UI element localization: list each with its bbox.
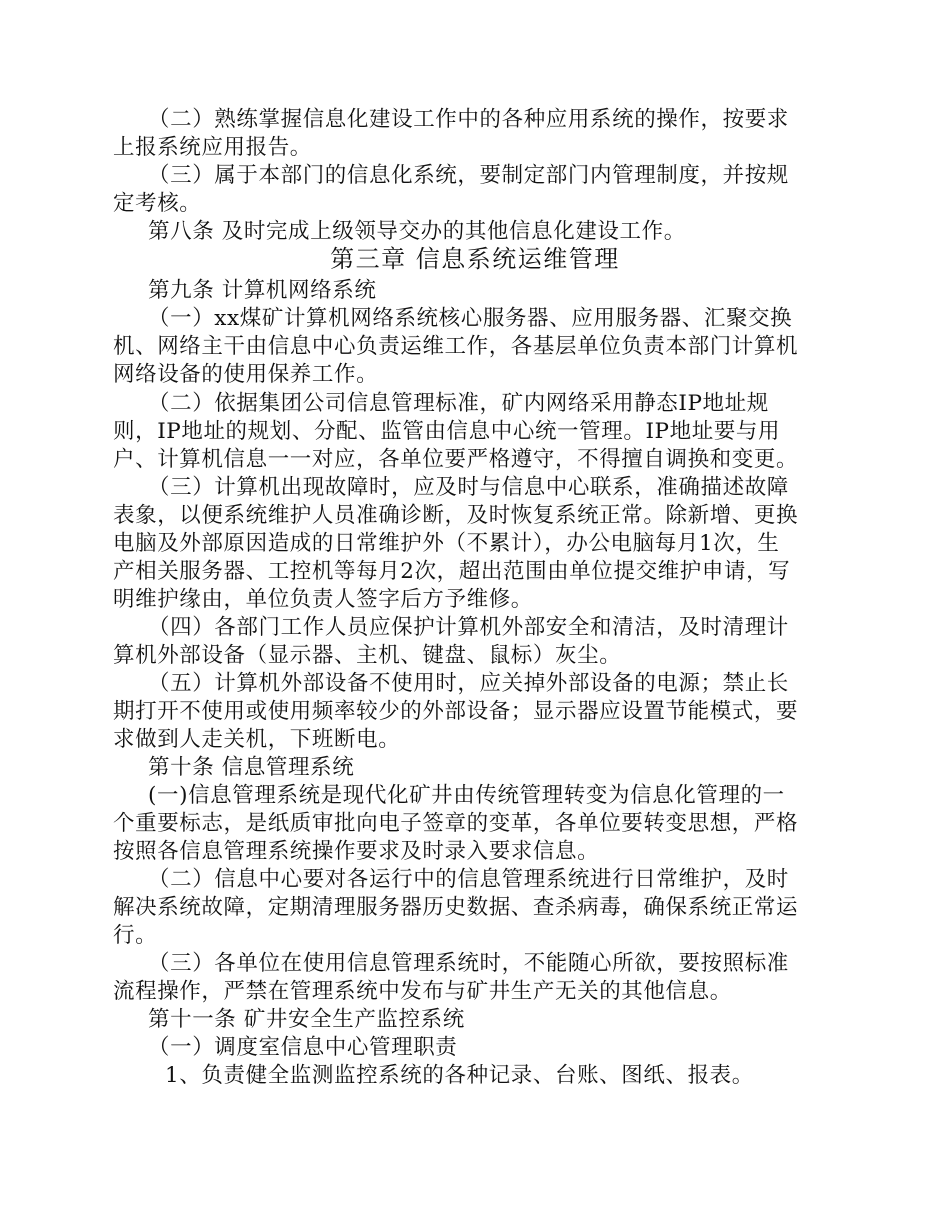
paragraph-line: 上报系统应用报告。: [113, 135, 312, 160]
paragraph-line: 户、计算机信息一一对应，各单位要严格遵守，不得擅自调换和变更。: [113, 447, 799, 472]
paragraph-line: 1、负责健全监测监控系统的各种记录、台账、图纸、报表。: [165, 1063, 754, 1088]
paragraph-line: 网络设备的使用保养工作。: [113, 362, 379, 387]
paragraph-line: 求做到人走关机，下班断电。: [113, 727, 401, 752]
paragraph-line: （一）调度室信息中心管理职责: [148, 1035, 458, 1060]
article-heading: 第十一条 矿井安全生产监控系统: [148, 1007, 465, 1032]
paragraph-line: 则，IP地址的规划、分配、监管由信息中心统一管理。IP地址要与用: [113, 419, 781, 444]
paragraph-line: （二）熟练掌握信息化建设工作中的各种应用系统的操作，按要求: [148, 107, 789, 132]
article-heading: 第十条 信息管理系统: [148, 755, 355, 780]
paragraph-line: （二）信息中心要对各运行中的信息管理系统进行日常维护，及时: [148, 867, 789, 892]
paragraph-line: 定考核。: [113, 191, 202, 216]
paragraph-line: 产相关服务器、工控机等每月2次，超出范围由单位提交维护申请，写: [113, 559, 791, 584]
paragraph-line: 解决系统故障，定期清理服务器历史数据、查杀病毒，确保系统正常运: [113, 895, 799, 920]
paragraph-line: （五）计算机外部设备不使用时，应关掉外部设备的电源；禁止长: [148, 671, 789, 696]
article-heading: 第九条 计算机网络系统: [148, 278, 377, 303]
paragraph-line: 算机外部设备（显示器、主机、键盘、鼠标）灰尘。: [113, 643, 622, 668]
paragraph-line: （三）各单位在使用信息管理系统时，不能随心所欲，要按照标准: [148, 951, 789, 976]
paragraph-line: 行。: [113, 923, 158, 948]
paragraph-line: 明维护缘由，单位负责人签字后方予维修。: [113, 587, 533, 612]
paragraph-line: 期打开不使用或使用频率较少的外部设备；显示器应设置节能模式，要: [113, 699, 799, 724]
paragraph-line: 机、网络主干由信息中心负责运维工作，各基层单位负责本部门计算机: [113, 334, 799, 359]
paragraph-line: 按照各信息管理系统操作要求及时录入要求信息。: [113, 839, 600, 864]
paragraph-line: (一)信息管理系统是现代化矿井由传统管理转变为信息化管理的一: [148, 783, 785, 808]
paragraph-line: （三）属于本部门的信息化系统，要制定部门内管理制度，并按规: [148, 163, 789, 188]
paragraph-line: 电脑及外部原因造成的日常维护外（不累计），办公电脑每月1次，生: [113, 531, 780, 556]
paragraph-line: （二）依据集团公司信息管理标准，矿内网络采用静态IP地址规: [148, 391, 769, 416]
paragraph-line: （一）xx煤矿计算机网络系统核心服务器、应用服务器、汇聚交换: [148, 306, 793, 331]
paragraph-line: （三）计算机出现故障时，应及时与信息中心联系，准确描述故障: [148, 475, 789, 500]
chapter-title: 第三章 信息系统运维管理: [330, 245, 620, 273]
paragraph-line: （四）各部门工作人员应保护计算机外部安全和清洁，及时清理计: [148, 615, 789, 640]
article-heading: 第八条 及时完成上级领导交办的其他信息化建设工作。: [148, 219, 686, 244]
paragraph-line: 流程操作，严禁在管理系统中发布与矿井生产无关的其他信息。: [113, 979, 732, 1004]
paragraph-line: 表象，以便系统维护人员准确诊断，及时恢复系统正常。除新增、更换: [113, 503, 799, 528]
paragraph-line: 个重要标志，是纸质审批向电子签章的变革，各单位要转变思想，严格: [113, 811, 799, 836]
